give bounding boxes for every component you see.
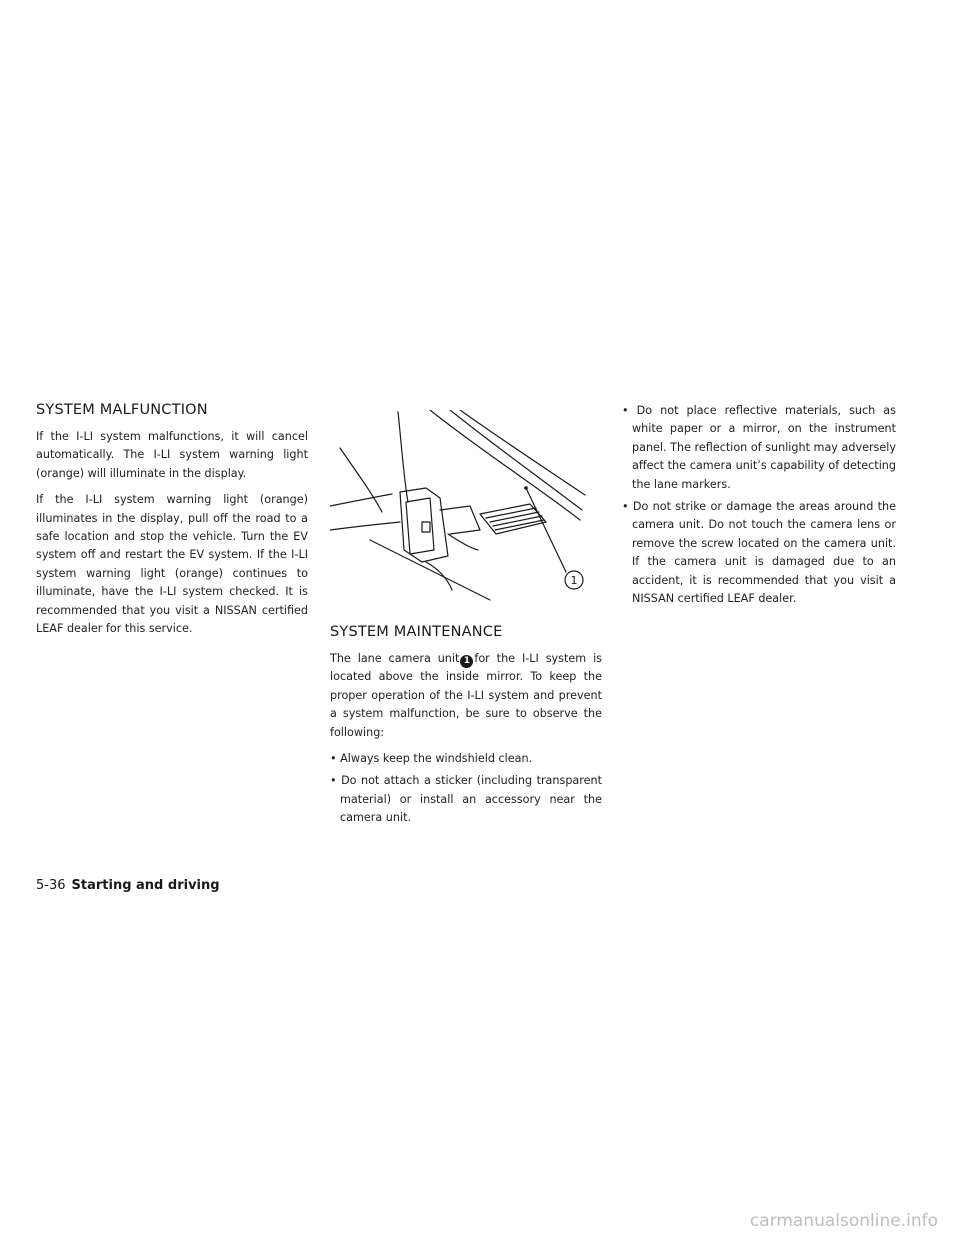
maintenance-bullet-list bbox=[330, 750, 602, 828]
malfunction-paragraph-1: If the I-LI system malfunctions, it will cancel automatically. The I-LI system warning light (orange) will illuminate in the display. bbox=[36, 430, 308, 480]
section-heading-malfunction: SYSTEM MALFUNCTION bbox=[36, 402, 208, 418]
page-footer bbox=[36, 878, 220, 893]
section-heading-maintenance: SYSTEM MAINTENANCE bbox=[330, 624, 503, 640]
watermark: carmanualsonline.info bbox=[749, 1211, 938, 1231]
maintenance-intro-before: The lane camera unit bbox=[330, 652, 460, 665]
camera-unit-illustration bbox=[330, 410, 590, 610]
maintenance-bullet-4: • Do not strike or damage the areas around the camera unit. Do not touch the camera lens or remove the screw located on the camera unit. If the camera unit is damaged due to an accident, it is recommended that you visit a NISSAN certified LEAF dealer. bbox=[622, 500, 896, 606]
maintenance-bullet-list-continued bbox=[622, 402, 896, 608]
column-malfunction bbox=[36, 402, 308, 646]
maintenance-intro bbox=[330, 650, 602, 742]
maintenance-bullet-1: • Always keep the windshield clean. bbox=[330, 752, 533, 766]
page-number: 5-36 bbox=[36, 878, 66, 893]
maintenance-intro-after: for the I-LI system is located above the inside mirror. To keep the proper operation of the I-LI system and prevent a system malfunction, be sure to observe the following: bbox=[330, 652, 603, 739]
figure-callout-label: 1 bbox=[570, 574, 578, 587]
maintenance-bullet-2: • Do not attach a sticker (including transparent material) or install an accessory near the camera unit. bbox=[330, 774, 602, 825]
malfunction-paragraph-2: If the I-LI system warning light (orange) illuminates in the display, pull off the road to a safe location and stop the vehicle. Turn the EV system off and restart the EV system. If the I-LI system warning light (orange) continues to illuminate, have the I-LI system checked. It is recommended that you visit a NISSAN certified LEAF dealer for this service. bbox=[36, 493, 308, 636]
column-maintenance-continued bbox=[622, 402, 896, 612]
chapter-title: Starting and driving bbox=[71, 878, 220, 893]
callout-1-icon: 1 bbox=[460, 655, 473, 668]
maintenance-bullet-3: • Do not place reflective materials, such as white paper or a mirror, on the instrument panel. The reflection of sunlight may adversely affect the camera unit’s capability of detecting the lane markers. bbox=[622, 404, 896, 491]
column-maintenance bbox=[330, 410, 602, 832]
